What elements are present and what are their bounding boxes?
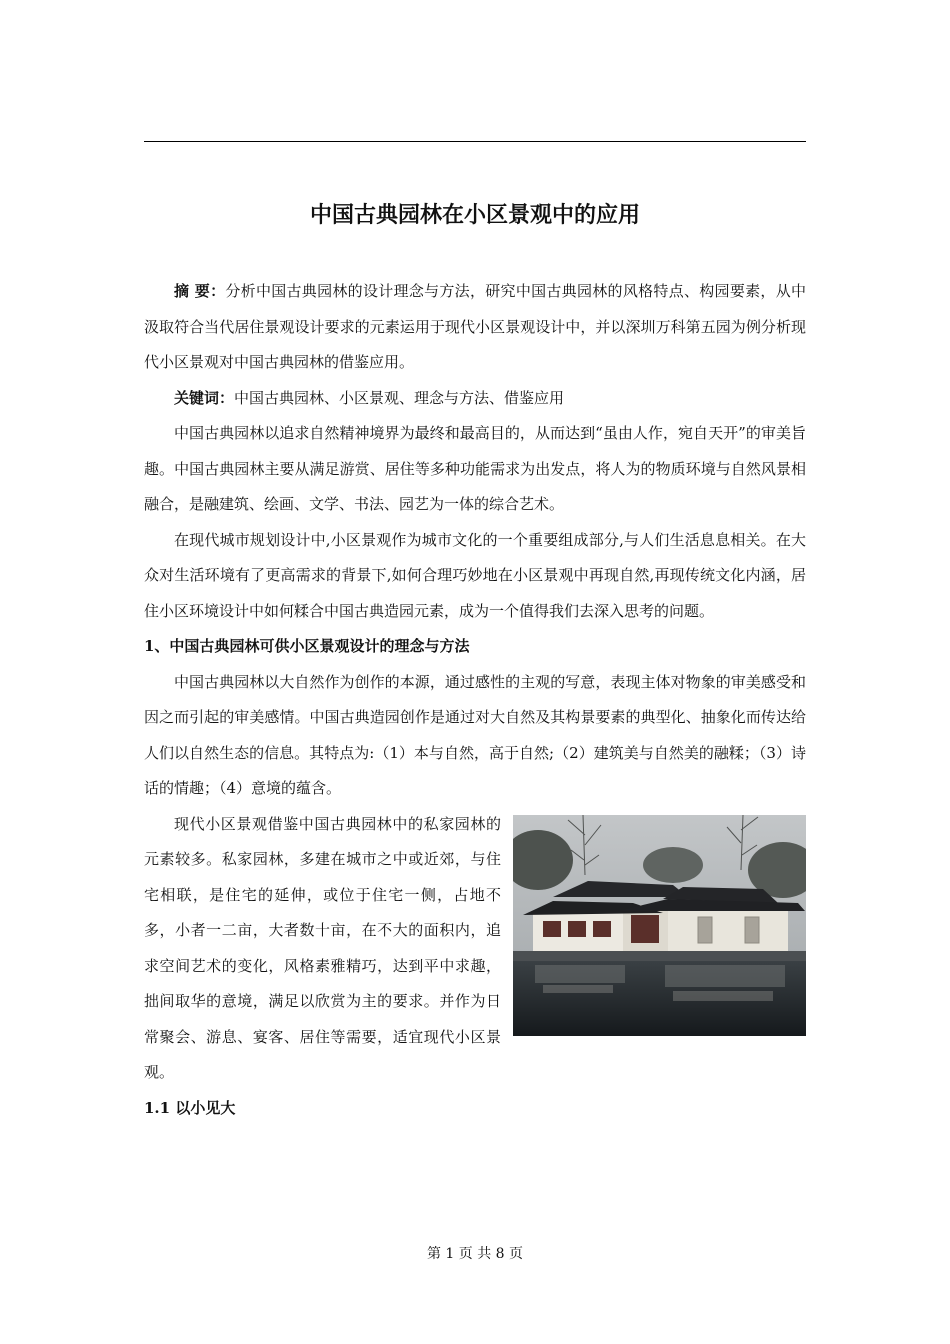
header-rule [144, 141, 806, 142]
abstract-label: 摘 要： [174, 282, 226, 300]
keywords-label: 关键词： [174, 388, 235, 407]
garden-photo-illustration [513, 815, 806, 1036]
section-heading-1-1: 1.1 以小见大 [144, 1098, 236, 1117]
keywords-paragraph [144, 381, 806, 417]
page-footer: 第 1 页 共 8 页 [426, 1246, 524, 1262]
document-body [144, 274, 806, 1126]
document-title: 中国古典园林在小区景观中的应用 [309, 203, 640, 228]
body-paragraph-1: 中国古典园林以追求自然精神境界为最终和最高目的，从而达到“虽由人作，宛自天开”的审美旨趣。中国古典园林主要从满足游赏、居住等多种功能需求为出发点，将人为的物质环境与自然风景相融合，是融建筑、绘画、文学、书法、园艺为一体的综合艺术。 [144, 424, 806, 513]
abstract-paragraph [144, 274, 806, 381]
abstract-text: 分析中国古典园林的设计理念与方法，研究中国古典园林的风格特点、构园要素，从中汲取符合当代居住景观设计要求的元素运用于现代小区景观设计中，并以深圳万科第五园为例分析现代小区景观对中国古典园林的借鉴应用。 [144, 282, 806, 371]
section-heading-1: 1、中国古典园林可供小区景观设计的理念与方法 [144, 637, 470, 655]
body-paragraph-2: 在现代城市规划设计中,小区景观作为城市文化的一个重要组成部分,与人们生活息息相关。在大众对生活环境有了更高需求的背景下,如何合理巧妙地在小区景观中再现自然,再现传统文化内涵，居住小区环境设计中如何糅合中国古典造园元素，成为一个值得我们去深入思考的问题。 [144, 530, 806, 620]
keywords-text: 中国古典园林、小区景观、理念与方法、借鉴应用 [234, 388, 565, 407]
body-paragraph-4: 现代小区景观借鉴中国古典园林中的私家园林的元素较多。私家园林，多建在城市之中或近郊，与住宅相联，是住宅的延伸，或位于住宅一侧，占地不多，小者一二亩，大者数十亩，在不大的面积内，追求空间艺术的变化，风格素雅精巧，达到平中求趣，拙间取华的意境，满足以欣赏为主的要求。并作为日常聚会、游息、宴客、居住等需要，适宜现代小区景观。 [144, 814, 501, 1081]
garden-photo [513, 815, 806, 1036]
body-paragraph-3: 中国古典园林以大自然作为创作的本源，通过感性的主观的写意，表现主体对物象的审美感受和因之而引起的审美感情。中国古典造园创作是通过对大自然及其构景要素的典型化、抽象化而传达给人们以自然生态的信息。其特点为:（1）本与自然，高于自然;（2）建筑美与自然美的融糅；（3）诗话的情趣；（4）意境的蕴含。 [144, 672, 806, 797]
